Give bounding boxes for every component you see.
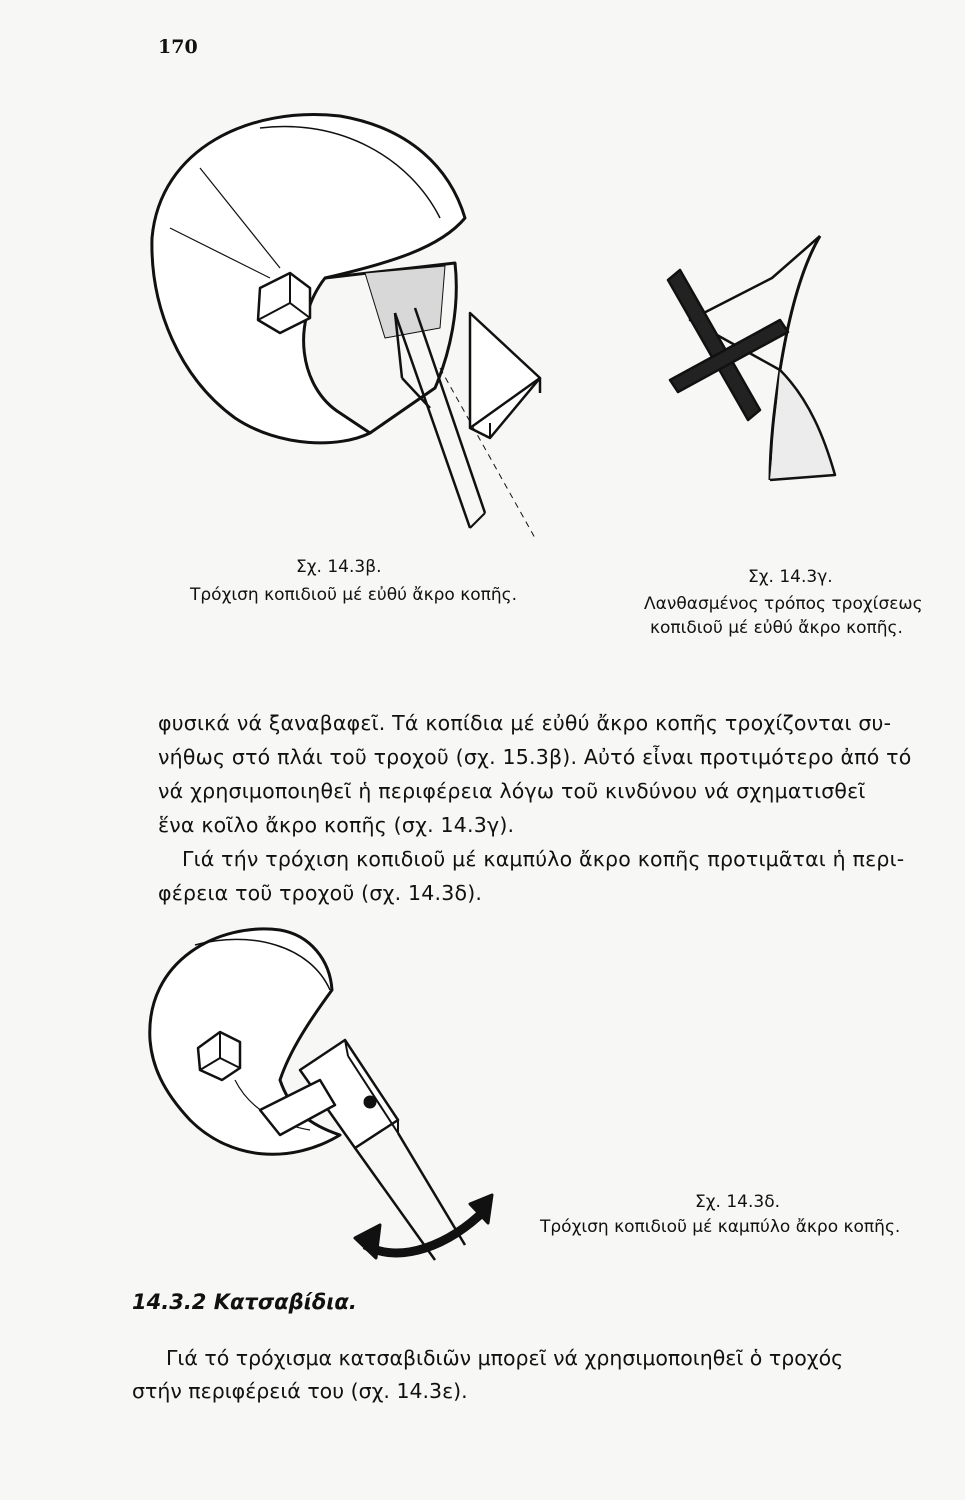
section-line-1: Γιά τό τρόχισμα κατσαβιδιῶν μπορεῖ νά χρησιμοποιηθεῖ ὁ τροχός	[166, 1346, 844, 1370]
body-line-3: νά χρησιμοποιηθεῖ ἡ περιφέρεια λόγω τοῦ κινδύνου νά σχηματισθεῖ	[158, 779, 866, 803]
figure-14-3c-illustration	[660, 230, 840, 490]
figure-14-3c-label: Σχ. 14.3γ.	[748, 567, 833, 587]
body-paragraph	[158, 706, 958, 910]
page-number: 170	[158, 36, 198, 58]
figure-14-3d-label: Σχ. 14.3δ.	[695, 1192, 781, 1212]
figure-14-3b-caption: Τρόχιση κοπιδιοῦ μέ εὐθύ ἄκρο κοπῆς.	[190, 585, 518, 605]
figure-14-3b-illustration	[140, 88, 560, 548]
figure-14-3c-caption-line1: Λανθασμένος τρόπος τροχίσεως	[644, 594, 923, 614]
section-heading: 14.3.2 Κατσαβίδια.	[132, 1290, 357, 1314]
body-line-6: φέρεια τοῦ τροχοῦ (σχ. 14.3δ).	[158, 881, 483, 905]
figure-14-3c-caption-line2: κοπιδιοῦ μέ εὐθύ ἄκρο κοπῆς.	[650, 618, 903, 638]
body-line-2: νήθως στό πλάι τοῦ τροχοῦ (σχ. 15.3β). Αὐτό εἶναι προτιμότερο ἀπό τό	[158, 745, 912, 769]
figure-14-3d-illustration	[140, 920, 520, 1270]
section-line-2: στήν περιφέρειά του (σχ. 14.3ε).	[132, 1379, 468, 1403]
body-line-1: φυσικά νά ξαναβαφεῖ. Τά κοπίδια μέ εὐθύ ἄκρο κοπῆς τροχίζονται συ-	[158, 711, 892, 735]
body-line-4: ἕνα κοῖλο ἄκρο κοπῆς (σχ. 14.3γ).	[158, 813, 515, 837]
section-paragraph	[132, 1342, 952, 1408]
body-line-5: Γιά τήν τρόχιση κοπιδιοῦ μέ καμπύλο ἄκρο κοπῆς προτιμᾶται ἡ περι-	[182, 847, 905, 871]
figure-14-3d-caption: Τρόχιση κοπιδιοῦ μέ καμπύλο ἄκρο κοπῆς.	[540, 1217, 901, 1237]
figure-14-3b-label: Σχ. 14.3β.	[296, 557, 382, 577]
